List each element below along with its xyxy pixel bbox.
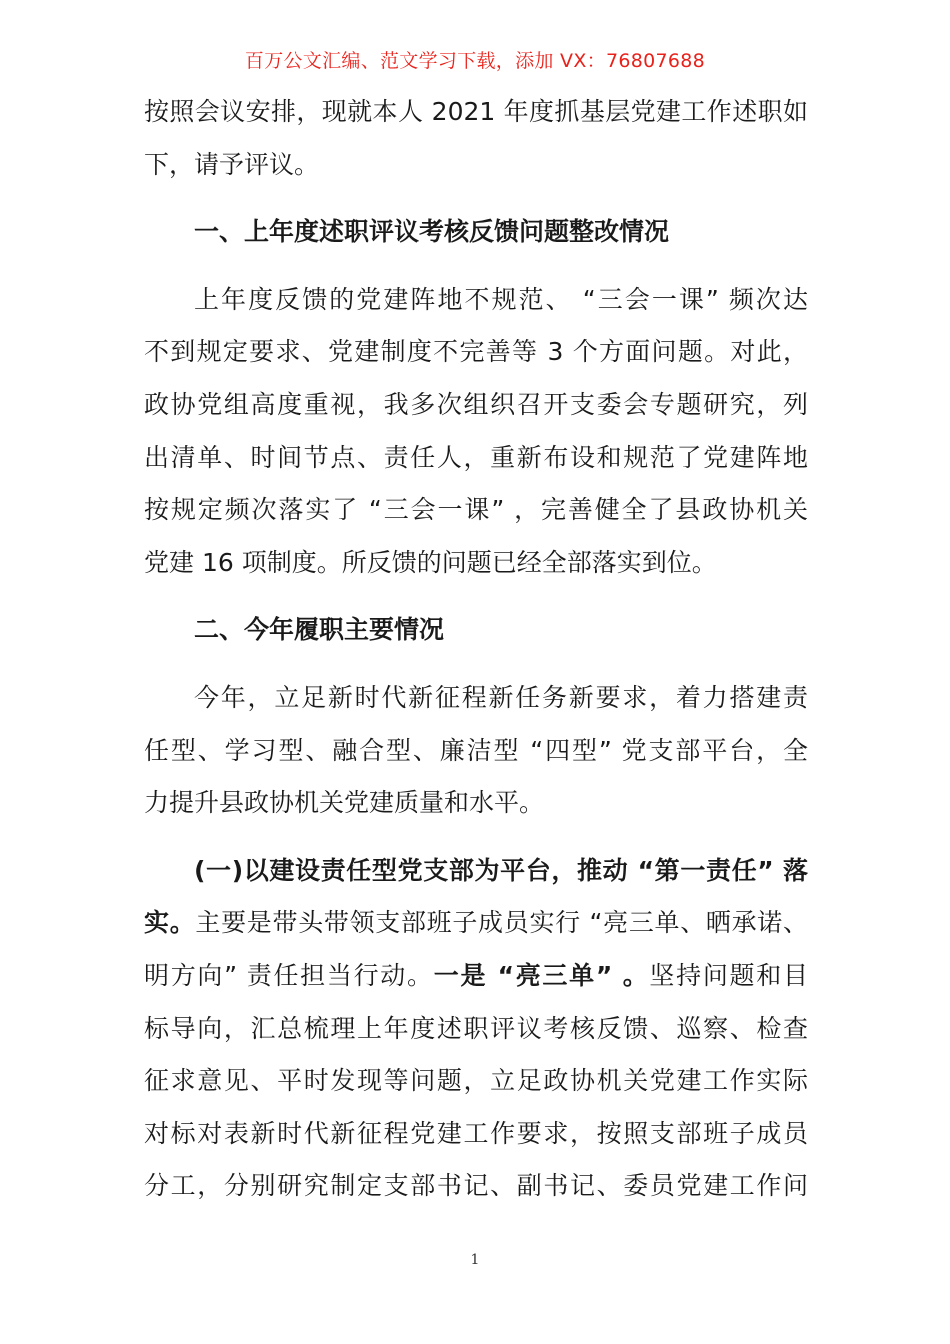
section-1-line-6: 党建 16 项制度。所反馈的问题已经全部落实到位。 — [144, 547, 717, 577]
section-1-line-2: 不到规定要求、党建制度不完善等 3 个方面问题。对此， — [144, 337, 808, 367]
point-one-heading: 一是 “亮三单” 。 — [433, 960, 650, 990]
section-3-line-3: 标导向，汇总梳理上年度述职评议考核反馈、巡察、检查 — [144, 1013, 808, 1043]
section-3-line-2-end: 坚持问题和目 — [649, 960, 808, 990]
section-1-line-4: 出清单、时间节点、责任人，重新布设和规范了党建阵地 — [144, 442, 808, 472]
document-body — [144, 86, 808, 1213]
section-3-line-5: 对标对表新时代新征程党建工作要求，按照支部班子成员 — [144, 1118, 808, 1148]
section-2-line-1: 今年，立足新时代新征程新任务新要求，着力搭建责 — [194, 682, 808, 712]
section-3-line-2-start: 明方向” 责任担当行动。 — [144, 960, 434, 990]
section-2-line-2: 任型、学习型、融合型、廉洁型 “四型” 党支部平台，全 — [144, 735, 808, 765]
watermark-header: 百万公文汇编、范文学习下载，添加 VX：76807688 — [244, 50, 706, 72]
section-3-line-4: 征求意见、平时发现等问题，立足政协机关党建工作实际 — [144, 1066, 808, 1096]
section-heading-1: 一、上年度述职评议考核反馈问题整改情况 — [194, 217, 670, 247]
section-1-line-5: 按规定频次落实了 “三会一课” ，完善健全了县政协机关 — [144, 495, 808, 525]
sub-heading-1: (一)以建设责任型党支部为平台，推动 “第一责任” 落 — [194, 855, 808, 885]
section-1-line-1: 上年度反馈的党建阵地不规范、 “三会一课” 频次达 — [194, 284, 808, 314]
intro-line-2: 下，请予评议。 — [144, 149, 320, 179]
sub-heading-1-end: 实。 — [144, 908, 196, 938]
section-1-line-3: 政协党组高度重视，我多次组织召开支委会专题研究，列 — [144, 389, 808, 419]
section-3-line-1 — [144, 897, 808, 950]
section-3-line-2 — [144, 950, 808, 1003]
section-3-line-1-text: 主要是带头带领支部班子成员实行 “亮三单、晒承诺、 — [195, 908, 808, 938]
page-number: 1 — [470, 1252, 480, 1268]
intro-line-1: 按照会议安排，现就本人 2021 年度抓基层党建工作述职如 — [144, 97, 808, 126]
section-2-line-3: 力提升县政协机关党建质量和水平。 — [144, 788, 545, 818]
section-heading-2: 二、今年履职主要情况 — [194, 615, 445, 645]
section-3-line-6: 分工，分别研究制定支部书记、副书记、委员党建工作问 — [144, 1171, 808, 1201]
